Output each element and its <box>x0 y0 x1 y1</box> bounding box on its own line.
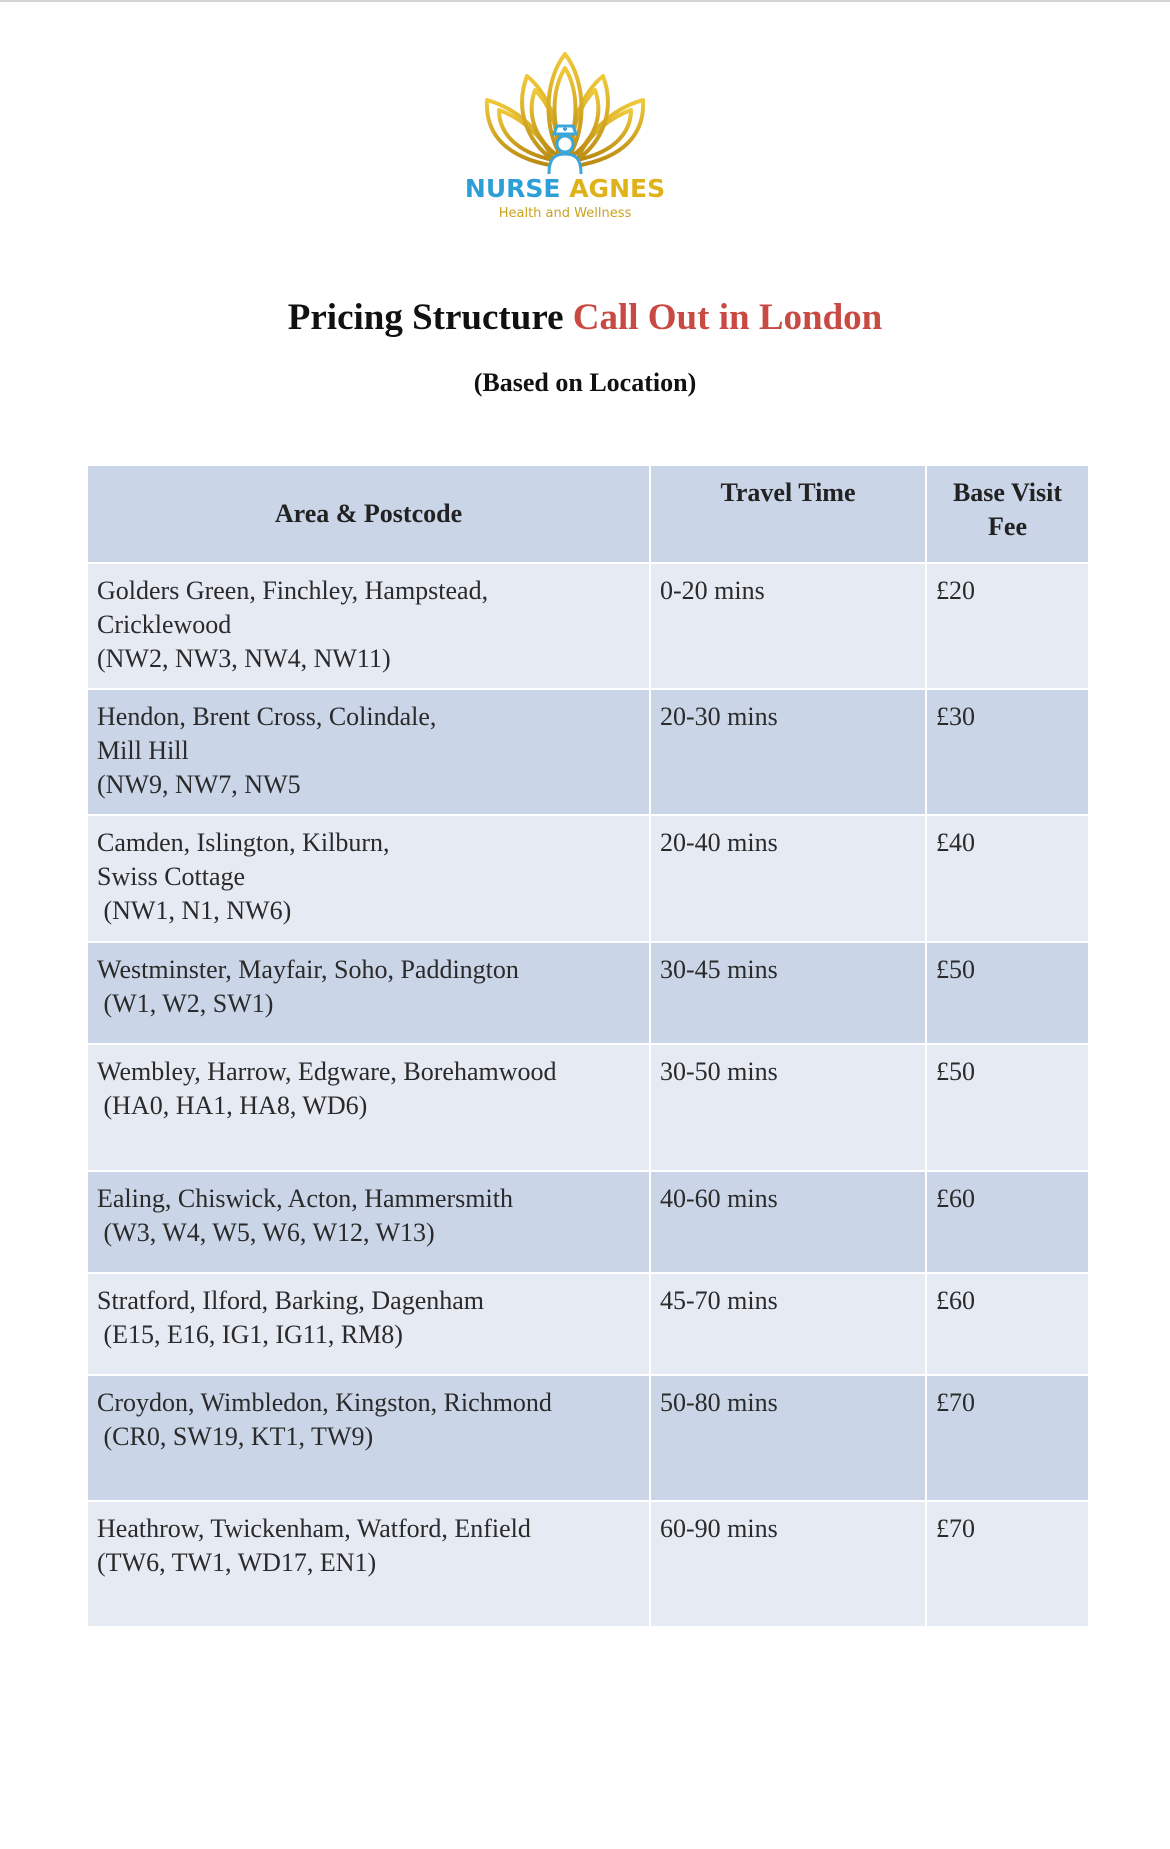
header-travel-time: Travel Time <box>650 465 926 563</box>
table-row <box>87 1273 1089 1375</box>
travel-time-cell: 40-60 mins <box>650 1171 926 1273</box>
travel-time-cell: 30-45 mins <box>650 942 926 1044</box>
area-line: (E15, E16, IG1, IG11, RM8) <box>97 1320 403 1349</box>
travel-time-cell: 20-30 mins <box>650 689 926 815</box>
table-row <box>87 563 1089 689</box>
area-line: Cricklewood <box>97 610 232 639</box>
area-cell <box>87 1501 650 1627</box>
area-line: Westminster, Mayfair, Soho, Paddington <box>97 955 519 984</box>
table-row <box>87 942 1089 1044</box>
table-row <box>87 815 1089 942</box>
area-line: Golders Green, Finchley, Hampstead, <box>97 576 489 605</box>
area-cell <box>87 1375 650 1501</box>
logo-tagline: Health and Wellness <box>498 206 632 221</box>
area-cell <box>87 815 650 942</box>
fee-cell: £60 <box>926 1171 1089 1273</box>
header-base-fee <box>926 465 1089 563</box>
table-row <box>87 1171 1089 1273</box>
area-line: (W3, W4, W5, W6, W12, W13) <box>97 1218 435 1247</box>
table-row <box>87 1044 1089 1171</box>
table-row <box>87 1375 1089 1501</box>
travel-time-cell: 0-20 mins <box>650 563 926 689</box>
area-line: Camden, Islington, Kilburn, <box>97 828 390 857</box>
table-header-row <box>87 465 1089 563</box>
area-line: Stratford, Ilford, Barking, Dagenham <box>97 1286 485 1315</box>
page-subtitle: (Based on Location) <box>473 368 697 397</box>
title-accent: Call Out in London <box>572 297 883 338</box>
area-line: (NW1, N1, NW6) <box>97 896 292 925</box>
area-line: (CR0, SW19, KT1, TW9) <box>97 1422 374 1451</box>
header-area: Area & Postcode <box>87 465 650 563</box>
area-cell <box>87 1044 650 1171</box>
area-cell <box>87 1273 650 1375</box>
area-line: Croydon, Wimbledon, Kingston, Richmond <box>97 1388 552 1417</box>
area-line: (NW2, NW3, NW4, NW11) <box>97 644 391 673</box>
area-line: (TW6, TW1, WD17, EN1) <box>97 1548 377 1577</box>
logo-wordmark <box>455 174 675 203</box>
fee-cell: £70 <box>926 1501 1089 1627</box>
fee-cell: £50 <box>926 1044 1089 1171</box>
area-line: Hendon, Brent Cross, Colindale, <box>97 702 437 731</box>
table-row <box>87 689 1089 815</box>
travel-time-cell: 30-50 mins <box>650 1044 926 1171</box>
travel-time-cell: 20-40 mins <box>650 815 926 942</box>
area-line: Heathrow, Twickenham, Watford, Enfield <box>97 1514 531 1543</box>
travel-time-cell: 50-80 mins <box>650 1375 926 1501</box>
fee-cell: £20 <box>926 563 1089 689</box>
fee-cell: £40 <box>926 815 1089 942</box>
lotus-icon <box>455 38 675 178</box>
fee-cell: £50 <box>926 942 1089 1044</box>
area-cell <box>87 563 650 689</box>
header-base-fee-line2: Fee <box>988 512 1027 541</box>
area-line: Ealing, Chiswick, Acton, Hammersmith <box>97 1184 513 1213</box>
area-line: (W1, W2, SW1) <box>97 989 274 1018</box>
area-line: (HA0, HA1, HA8, WD6) <box>97 1091 368 1120</box>
fee-cell: £30 <box>926 689 1089 815</box>
area-cell <box>87 689 650 815</box>
logo-name-second: AGNES <box>569 174 666 203</box>
logo <box>455 38 675 228</box>
area-line: Wembley, Harrow, Edgware, Borehamwood <box>97 1057 557 1086</box>
area-cell <box>87 942 650 1044</box>
area-line: (NW9, NW7, NW5 <box>97 770 301 799</box>
fee-cell: £70 <box>926 1375 1089 1501</box>
area-cell <box>87 1171 650 1273</box>
travel-time-cell: 45-70 mins <box>650 1273 926 1375</box>
logo-name-first: NURSE <box>464 174 561 203</box>
table-row <box>87 1501 1089 1627</box>
travel-time-cell: 60-90 mins <box>650 1501 926 1627</box>
page-title <box>0 296 1170 339</box>
header-base-fee-line1: Base Visit <box>952 478 1063 507</box>
area-line: Mill Hill <box>97 736 189 765</box>
fee-cell: £60 <box>926 1273 1089 1375</box>
pricing-table <box>86 464 1090 1628</box>
area-line: Swiss Cottage <box>97 862 246 891</box>
title-main: Pricing Structure <box>287 297 564 338</box>
